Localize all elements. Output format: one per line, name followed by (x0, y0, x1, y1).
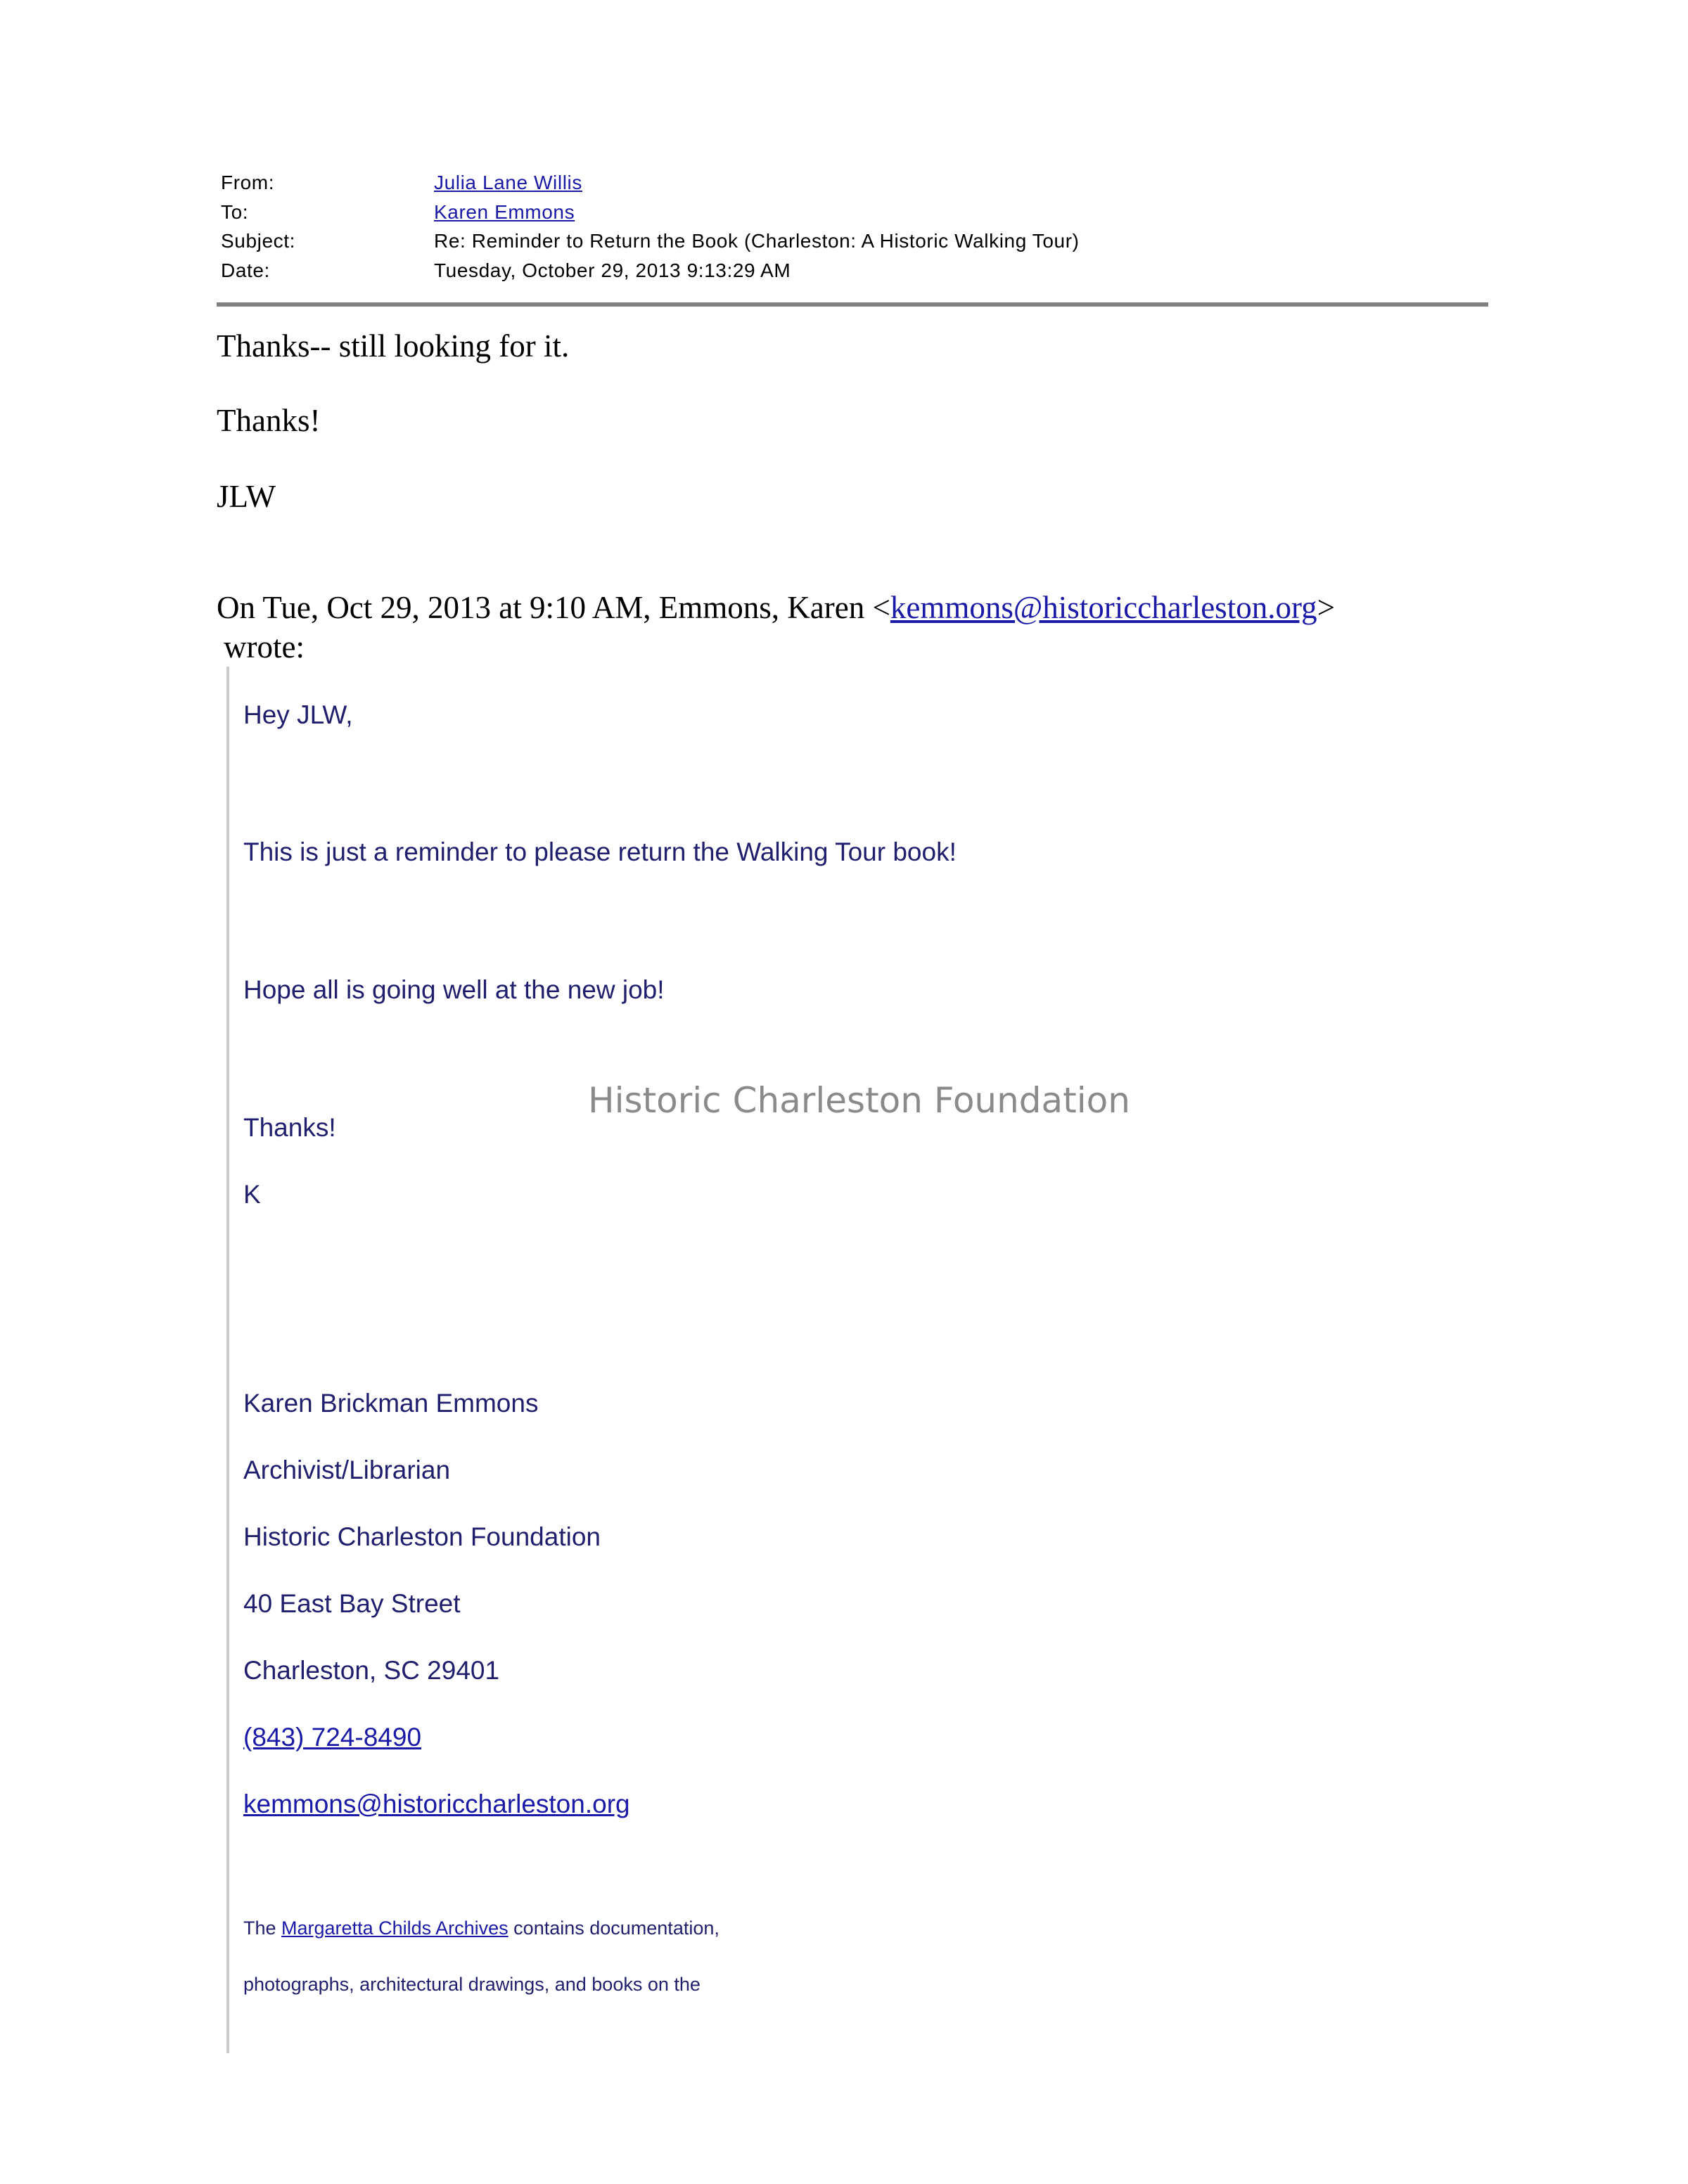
archives-link[interactable]: Margaretta Childs Archives (281, 1918, 509, 1939)
subject-value: Re: Reminder to Return the Book (Charleston: A Historic Walking Tour) (434, 230, 1080, 252)
from-value[interactable] (434, 172, 582, 194)
attribution-wrote: wrote: (224, 629, 305, 664)
quoted-hope: Hope all is going well at the new job! (243, 975, 665, 1004)
attribution-suffix: > (1317, 590, 1336, 625)
to-label: To: (221, 201, 249, 223)
signature-address: 40 East Bay Street (243, 1589, 461, 1618)
footer-prefix: The (243, 1918, 282, 1939)
footer-line-1 (243, 1918, 720, 1939)
attribution-email-link[interactable]: kemmons@historiccharleston.org (890, 590, 1317, 625)
quoted-thanks: Thanks! (243, 1113, 336, 1142)
signature-phone[interactable] (243, 1723, 421, 1752)
to-value[interactable] (434, 201, 575, 224)
signature-city: Charleston, SC 29401 (243, 1656, 500, 1685)
header-divider (217, 302, 1488, 307)
reply-signoff: JLW (217, 479, 276, 514)
date-label: Date: (221, 259, 270, 281)
quoted-reminder: This is just a reminder to please return the Walking Tour book! (243, 837, 957, 866)
quoted-initial: K (243, 1180, 261, 1209)
attribution-line (217, 589, 1335, 626)
subject-label: Subject: (221, 230, 295, 252)
signature-org: Historic Charleston Foundation (243, 1522, 601, 1551)
signature-email-link[interactable]: kemmons@historiccharleston.org (243, 1790, 630, 1818)
reply-line-2: Thanks! (217, 403, 321, 438)
footer-suffix: contains documentation, (508, 1918, 720, 1939)
footer-line-2: photographs, architectural drawings, and books on the (243, 1974, 701, 1995)
attribution-prefix: On Tue, Oct 29, 2013 at 9:10 AM, Emmons, Karen < (217, 590, 890, 625)
quoted-greeting: Hey JLW, (243, 700, 353, 729)
quote-bar (226, 667, 229, 2053)
from-link[interactable]: Julia Lane Willis (434, 172, 582, 193)
reply-line-1: Thanks-- still looking for it. (217, 328, 570, 364)
signature-email[interactable] (243, 1790, 630, 1819)
watermark: Historic Charleston Foundation (588, 1080, 1130, 1121)
date-value: Tuesday, October 29, 2013 9:13:29 AM (434, 259, 791, 281)
signature-title: Archivist/Librarian (243, 1456, 451, 1484)
signature-phone-link[interactable]: (843) 724-8490 (243, 1723, 422, 1752)
signature-name: Karen Brickman Emmons (243, 1389, 539, 1418)
to-link[interactable]: Karen Emmons (434, 201, 575, 223)
from-label: From: (221, 172, 275, 193)
